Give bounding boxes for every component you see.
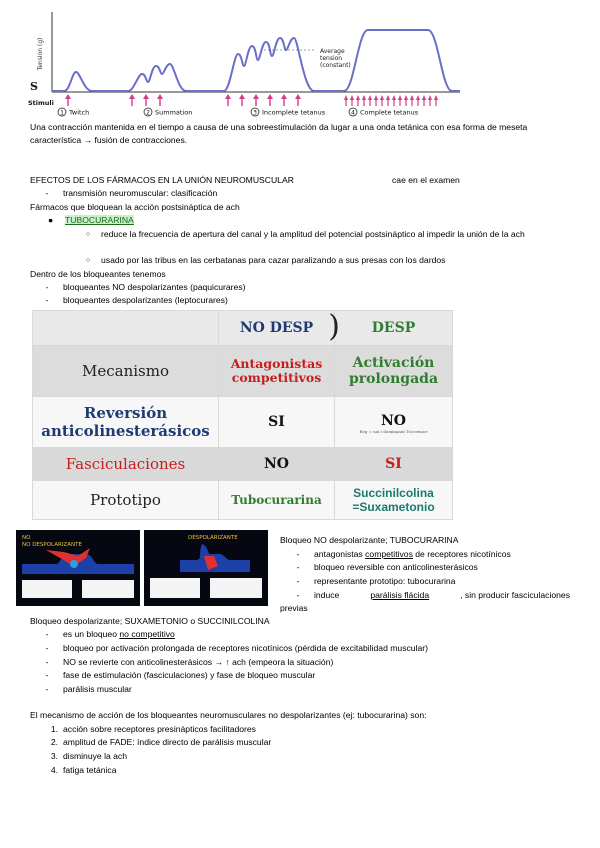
dash-marker: - (45, 657, 49, 667)
stimuli-arrows (65, 94, 301, 106)
stimulus-arrow (380, 95, 384, 106)
hand-drawn-paren: ) (328, 309, 340, 344)
stimulus-arrow (350, 95, 354, 106)
type-nodesp: bloqueantes NO despolarizantes (paquicurares) (63, 282, 246, 292)
dash-marker: - (45, 670, 49, 680)
list-number: 4. (50, 765, 58, 775)
nodesp-illustration (16, 530, 140, 606)
desp-item-3: NO se revierte con anticolinesterásicos → ↑ ach (empeora la situación) (63, 657, 334, 667)
phase-1-label: Twitch (69, 108, 90, 117)
stimuli-label: Stimuli (28, 99, 54, 107)
desp-item-5: parálisis muscular (63, 684, 132, 694)
phase-3-num: 3 (253, 109, 257, 117)
row-label-fasciculaciones: Fasciculaciones (33, 448, 219, 481)
phase-2-label: Summation (155, 108, 193, 117)
type-desp: bloqueantes despolarizantes (leptocurares) (63, 295, 228, 305)
mechanism-item-2: amplitud de FADE: índice directo de parálisis muscular (63, 737, 272, 747)
row-label-prototipo: Prototipo (33, 481, 219, 520)
dash-marker: - (296, 576, 300, 586)
list-number: 1. (50, 724, 58, 734)
section-heading: EFECTOS DE LOS FÁRMACOS EN LA UNIÓN NEUROMUSCULAR (30, 175, 294, 185)
mechanism-item-1: acción sobre receptores presinápticos facilitadores (63, 724, 256, 734)
average-tension-label-2: tension (320, 55, 343, 62)
stimulus-arrow (253, 94, 259, 106)
s-label: S (30, 80, 38, 93)
exam-note: cae en el examen (392, 175, 460, 185)
header-desp: DESP (335, 311, 453, 346)
intro-paragraph: Una contracción mantenida en el tiempo a causa de una sobreestimulación da lugar a una onda tetánica con esa forma de meseta característica → fusión de contracciones. (30, 122, 528, 145)
dash-marker: - (296, 549, 300, 559)
stimulus-arrow (295, 94, 301, 106)
cell-nodesp-mecanismo: Antagonistas competitivos (219, 346, 335, 397)
table-row (33, 346, 453, 397)
stimulus-arrow (398, 95, 402, 106)
nodesp-item-2: bloqueo reversible con anticolinesterásicos (314, 562, 478, 572)
stimulus-arrow (392, 95, 396, 106)
row-label-mecanismo: Mecanismo (33, 346, 219, 397)
phase-3-label: Incomplete tetanus (262, 108, 326, 117)
header-empty (33, 311, 219, 346)
stimulus-arrow (374, 95, 378, 106)
list-number: 3. (50, 751, 58, 761)
blockers-line: Fármacos que bloquean la acción postsináptica de ach (30, 202, 240, 212)
average-tension-label-3: (constant) (320, 62, 351, 69)
circle-marker: ○ (85, 257, 91, 264)
stimulus-arrow (386, 95, 390, 106)
stimulus-arrow (428, 95, 432, 106)
desp-item-2: bloqueo por activación prolongada de receptores nicotínicos (pérdida de excitabilidad muscular) (63, 643, 428, 653)
cell-nodesp-reversion: SI (219, 397, 335, 448)
cell-desp-prototipo: Succinilcolina =Suxametonio (335, 481, 453, 520)
stimulus-arrow (129, 94, 135, 106)
stimulus-arrow (404, 95, 408, 106)
comparison-table (32, 310, 453, 520)
row-label-reversion: Reversión anticolinesterásicos (33, 397, 219, 448)
phase-4-num: 4 (351, 109, 355, 117)
tubocurarina-highlight: TUBOCURARINA (65, 215, 134, 225)
table-header-row (33, 311, 453, 346)
desp-heading: Bloqueo despolarizante; SUXAMETONIO o SUCCINILCOLINA (30, 616, 270, 626)
desp-item-4: fase de estimulación (fasciculaciones) y fase de bloqueo muscular (63, 670, 316, 680)
nodesp-item-4: induce parálisis flácida , sin producir fasciculaciones (314, 590, 570, 600)
stimulus-arrow (157, 94, 163, 106)
dash-marker: - (296, 590, 300, 600)
header-nodesp: NO DESP ) (219, 311, 335, 346)
label-nodesp: NO DESPOLARIZANTE (22, 542, 82, 548)
table-row (33, 481, 453, 520)
stimulus-arrow (65, 94, 71, 106)
cell-nodesp-prototipo: Tubocurarina (219, 481, 335, 520)
stimulus-arrow (281, 94, 287, 106)
dash-marker: - (45, 629, 49, 639)
mechanism-item-3: disminuye la ach (63, 751, 128, 761)
stimulus-arrow (267, 94, 273, 106)
nodesp-item-1: antagonistas competitivos de receptores nicotínicos (314, 549, 511, 559)
average-tension-label-1: Average (320, 48, 345, 55)
dash-marker: - (45, 643, 49, 653)
stimulus-arrow (368, 95, 372, 106)
phase-4-label: Complete tetanus (360, 108, 419, 117)
table-row (33, 448, 453, 481)
stimulus-arrow (434, 95, 438, 106)
cell-desp-reversion-value: NO (381, 413, 406, 429)
stimulus-arrow (344, 95, 348, 106)
circle-marker: ○ (85, 231, 91, 238)
table-row (33, 397, 453, 448)
stimulus-arrow (356, 95, 360, 106)
classification-item: transmisión neuromuscular: clasificación (63, 188, 218, 198)
dash-marker: - (45, 684, 49, 694)
dash-marker: - (296, 562, 300, 572)
nodesp-item-4-wrap: previas (280, 603, 308, 613)
dash-marker: - (45, 295, 49, 305)
desp-illustration (144, 530, 268, 606)
cell-nodesp-fasciculaciones: NO (219, 448, 335, 481)
sub-item-1: reduce la frecuencia de apertura del canal y la amplitud del potencial postsináptico al impedir la unión de la ach (101, 229, 525, 239)
desp-item-1: es un bloqueo no competitivo (63, 629, 175, 639)
dash-marker: - (45, 188, 49, 198)
cell-desp-reversion (335, 397, 453, 448)
complete-tetanus-arrows (344, 95, 438, 106)
stimulus-arrow (225, 94, 231, 106)
label-nodesp-line1: NO (22, 535, 31, 541)
nodesp-item-3: representante prototipo: tubocurarina (314, 576, 456, 586)
dash-marker: - (45, 282, 49, 292)
phase-1-num: 1 (60, 109, 64, 117)
y-axis-label: Tension (g) (37, 37, 44, 71)
stimulus-arrow (410, 95, 414, 106)
stimulus-arrow (422, 95, 426, 106)
mechanism-item-4: fatiga tetánica (63, 765, 117, 775)
sub-item-2: usado por las tribus en las cerbatanas para cazar paralizando a sus presas con los dardos (101, 255, 446, 265)
handwritten-note: Reg = nai i dominaant Tocovmice (359, 429, 428, 434)
cell-desp-mecanismo: Activación prolongada (335, 346, 453, 397)
tetanus-figure (28, 8, 468, 120)
mechanism-intro: El mecanismo de acción de los bloqueantes neuromusculares no despolarizantes (ej: tubocurarina) son: (30, 710, 427, 720)
stimulus-arrow (239, 94, 245, 106)
stimulus-arrow (143, 94, 149, 106)
label-desp: DESPOLARIZANTE (188, 535, 238, 541)
nodesp-heading: Bloqueo NO despolarizante; TUBOCURARINA (280, 535, 459, 545)
tension-curve (52, 30, 460, 91)
cell-desp-fasciculaciones: SI (335, 448, 453, 481)
bullet-dot: ● (48, 215, 54, 225)
stimulus-arrow (416, 95, 420, 106)
within-line: Dentro de los bloqueantes tenemos (30, 269, 166, 279)
phase-2-num: 2 (146, 109, 150, 117)
list-number: 2. (50, 737, 58, 747)
stimulus-arrow (362, 95, 366, 106)
